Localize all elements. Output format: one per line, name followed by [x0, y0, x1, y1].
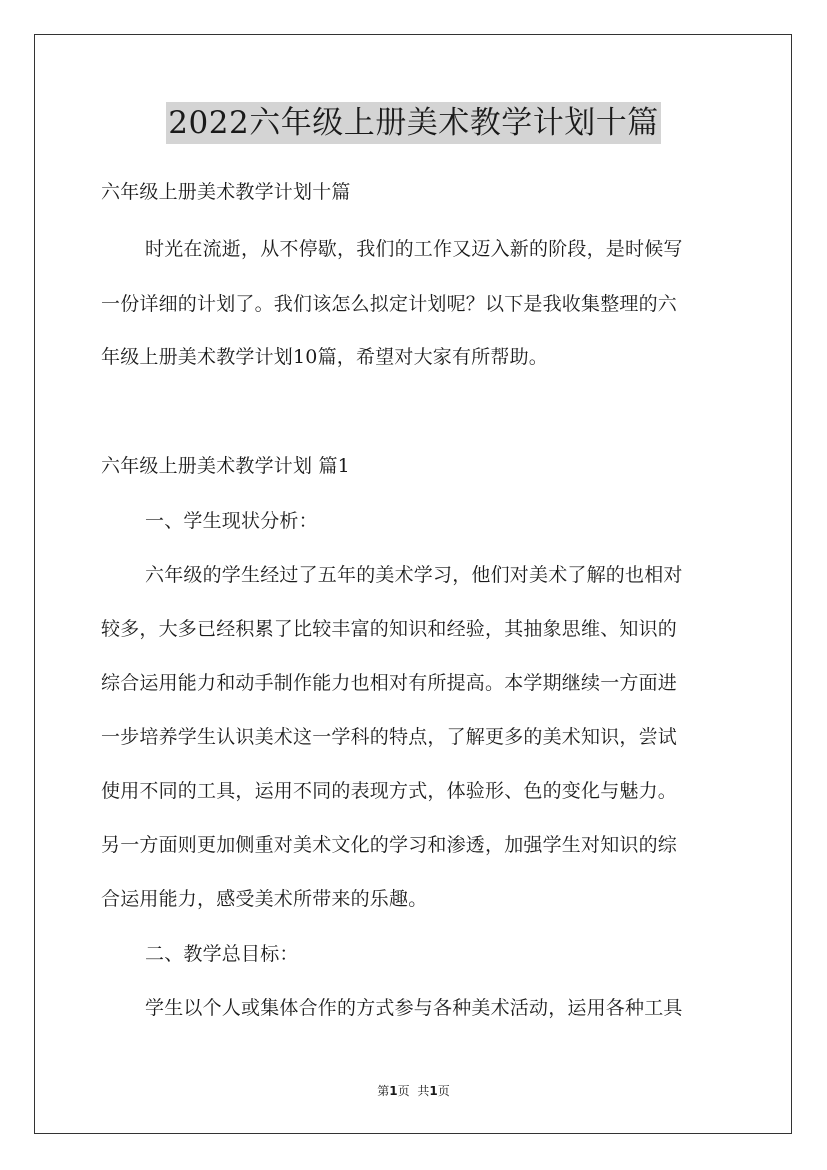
document-title [0, 102, 827, 144]
footer-page-current: 1 [389, 1084, 398, 1098]
heading-student-analysis: 一、学生现状分析： [145, 510, 318, 532]
intro-line: 年级上册美术教学计划10篇，希望对大家有所帮助。 [101, 346, 548, 368]
heading-teaching-goals: 二、教学总目标： [145, 943, 299, 965]
footer-prefix: 第 [377, 1084, 390, 1098]
paragraph-line: 较多，大多已经积累了比较丰富的知识和经验，其抽象思维、知识的 [101, 618, 678, 640]
paragraph-line: 一步培养学生认识美术这一学科的特点，了解更多的美术知识，尝试 [101, 726, 678, 748]
footer-total-label: 页 [437, 1084, 450, 1098]
page-footer [0, 1083, 827, 1099]
footer-page-label: 页 [397, 1084, 410, 1098]
footer-total-prefix: 共 [417, 1084, 430, 1098]
document-title-text: 2022六年级上册美术教学计划十篇 [166, 102, 660, 144]
section-heading: 六年级上册美术教学计划 篇1 [101, 455, 350, 477]
footer-page-total: 1 [429, 1084, 438, 1098]
paragraph-line: 合运用能力，感受美术所带来的乐趣。 [101, 888, 428, 910]
document-subtitle: 六年级上册美术教学计划十篇 [101, 181, 351, 203]
paragraph-line: 学生以个人或集体合作的方式参与各种美术活动，运用各种工具 [145, 997, 683, 1019]
intro-line: 时光在流逝，从不停歇，我们的工作又迈入新的阶段，是时候写 [145, 238, 683, 260]
paragraph-line: 另一方面则更加侧重对美术文化的学习和渗透，加强学生对知识的综 [101, 834, 678, 856]
paragraph-line: 使用不同的工具，运用不同的表现方式，体验形、色的变化与魅力。 [101, 780, 678, 802]
paragraph-line: 六年级的学生经过了五年的美术学习，他们对美术了解的也相对 [145, 564, 683, 586]
intro-line: 一份详细的计划了。我们该怎么拟定计划呢？以下是我收集整理的六 [101, 293, 678, 315]
paragraph-line: 综合运用能力和动手制作能力也相对有所提高。本学期继续一方面进 [101, 672, 678, 694]
